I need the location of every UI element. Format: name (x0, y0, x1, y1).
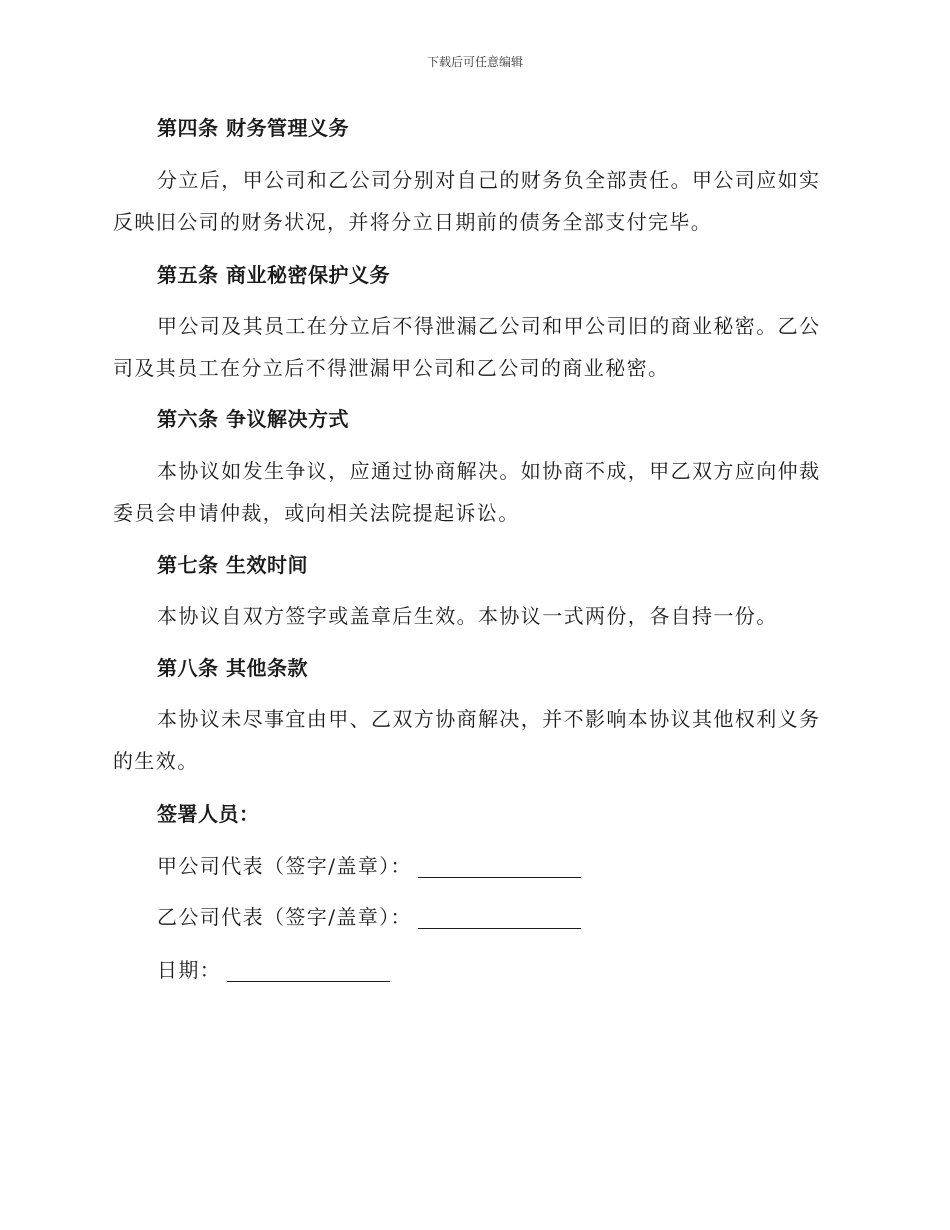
signature-line-party-a[interactable] (418, 876, 581, 878)
article-5-line-2: 司及其员工在分立后不得泄漏甲公司和乙公司的商业秘密。 (113, 356, 670, 380)
article-4-body (113, 159, 833, 243)
signature-line-date[interactable] (227, 980, 390, 982)
article-4-heading (113, 114, 833, 142)
article-8-heading (113, 654, 833, 682)
article-heading: 第六条 争议解决方式 (157, 407, 349, 431)
signatures-heading: 签署人员： (157, 802, 260, 826)
signature-row-date (157, 956, 390, 984)
article-4-line-1: 分立后，甲公司和乙公司分别对自己的财务负全部责任。甲公司应如实 (157, 168, 821, 192)
article-5-heading (113, 261, 833, 289)
page-header-note: 下载后可任意编辑 (426, 55, 523, 69)
article-5-line-1: 甲公司及其员工在分立后不得泄漏乙公司和甲公司旧的商业秘密。乙公 (157, 314, 821, 338)
signature-row-party-b (157, 903, 581, 931)
article-6-heading (113, 405, 833, 433)
article-4-line-2: 反映旧公司的财务状况，并将分立日期前的债务全部支付完毕。 (113, 210, 713, 234)
article-8-body (113, 698, 833, 782)
signatures-heading-block (113, 800, 833, 828)
article-heading: 第七条 生效时间 (157, 553, 308, 577)
article-8-line-2: 的生效。 (113, 749, 199, 773)
article-heading: 第五条 商业秘密保护义务 (157, 263, 390, 287)
article-8-line-1: 本协议未尽事宜由甲、乙双方协商解决，并不影响本协议其他权利义务 (157, 707, 821, 731)
article-heading: 第四条 财务管理义务 (157, 116, 349, 140)
article-7-line-1: 本协议自双方签字或盖章后生效。本协议一式两份，各自持一份。 (157, 604, 778, 628)
article-7-body (113, 595, 833, 637)
article-6-body (113, 450, 833, 534)
signature-label-date: 日期： (157, 958, 222, 982)
signature-label-party-b: 乙公司代表（签字/盖章）： (157, 905, 412, 929)
article-6-line-1: 本协议如发生争议，应通过协商解决。如协商不成，甲乙双方应向仲裁 (157, 459, 821, 483)
signature-label-party-a: 甲公司代表（签字/盖章）： (157, 854, 412, 878)
article-7-heading (113, 551, 833, 579)
article-5-body (113, 305, 833, 389)
signature-line-party-b[interactable] (418, 927, 581, 929)
article-heading: 第八条 其他条款 (157, 656, 308, 680)
signature-row-party-a (157, 852, 581, 880)
article-6-line-2: 委员会申请仲裁，或向相关法院提起诉讼。 (113, 501, 520, 525)
